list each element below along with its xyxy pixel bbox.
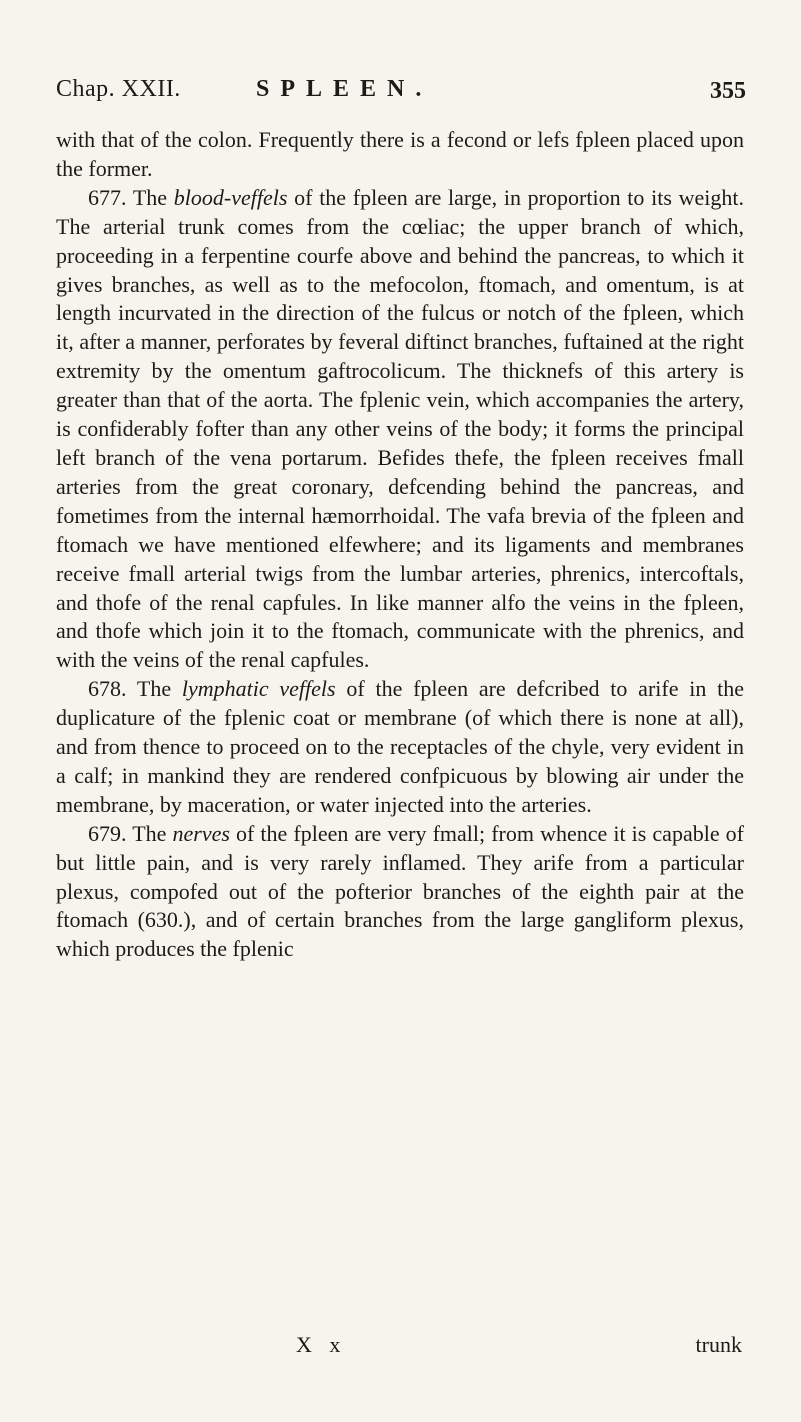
paragraph-continuation: with that of the colon. Frequently there is a fecond or lefs fpleen placed upon the former.	[56, 127, 744, 181]
paragraph-body: of the fpleen are defcribed to arife in the duplicature of the fplenic coat or membrane (of which there is none at all), and from thence to proceed on to the receptacles of the chyle, very evident in a calf; in mankind they are rendered confpicuous by blowing air under the membrane, by maceration, or water injected into the arteries.	[56, 676, 745, 817]
paragraph-intro: The	[132, 184, 168, 210]
paragraph-term: blood-veffels	[173, 184, 288, 210]
running-header	[56, 76, 746, 116]
chapter-label: Chap. XXII.	[56, 76, 181, 102]
paragraph-number: 679.	[88, 820, 127, 846]
section-title: SPLEEN.	[256, 76, 433, 102]
paragraph-number: 677.	[88, 184, 127, 210]
paragraph-body: of the fpleen are large, in proportion to its weight. The arterial trunk comes from the cœliac; the upper branch of which, proceeding in a ferpentine courfe above and behind the pancreas, to which it gives branches, as well as to the mefocolon, ftomach, and omentum, is at length incurvated in the direction of the fulcus or notch of the fpleen, which it, after a manner, perforates by feveral diftinct branches, fuftained at the right extremity by the omentum gaftrocolicum. The thicknefs of this artery is greater than that of the aorta. The fplenic vein, which accompanies the artery, is confiderably fofter than any other veins of the body; it forms the principal left branch of the vena portarum. Befides thefe, the fpleen receives fmall arteries from the great coronary, defcending behind the pancreas, and fometimes from the internal hæmorrhoidal. The vafa brevia of the fpleen and ftomach we have mentioned elfewhere; and its ligaments and membranes receive fmall arterial twigs from the lumbar arteries, phrenics, intercoftals, and thofe of the renal capfules. In like manner alfo the veins in the fpleen, and thofe which join it to the ftomach, communicate with the phrenics, and with the veins of the renal capfules.	[56, 184, 745, 673]
paragraph-intro: The	[132, 820, 167, 846]
signature-mark: X x	[296, 1332, 347, 1357]
body-text	[56, 126, 744, 964]
catchword: trunk	[695, 1332, 742, 1357]
page-number: 355	[710, 78, 746, 104]
page-footer	[56, 1332, 744, 1362]
paragraph-body: of the fpleen are very fmall; from whence it is capable of but little pain, and is very rarely inflamed. They arife from a particular plexus, compofed out of the pofterior branches of the eighth pair at the ftomach (630.), and of certain branches from the large gangliform plexus, which produces the fplenic	[56, 820, 745, 962]
paragraph-677	[56, 184, 744, 675]
paragraph-intro: The	[136, 676, 172, 702]
paragraph-term: nerves	[172, 820, 230, 846]
paragraph-678	[56, 675, 744, 820]
paragraph-number: 678.	[88, 676, 127, 702]
paragraph-term: lymphatic veffels	[181, 676, 336, 702]
paragraph-679	[56, 820, 744, 965]
